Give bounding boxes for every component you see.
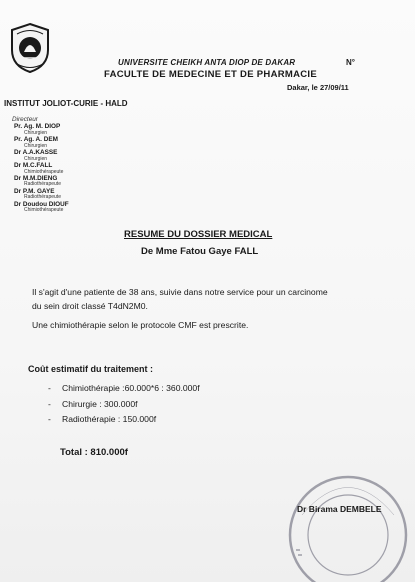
- university-logo: [8, 22, 52, 74]
- staff-role: Chimiothérapeute: [24, 168, 64, 175]
- cost-item-text: Chimiothérapie :60.000*6 : 360.000f: [62, 383, 200, 393]
- paragraph-line: du sein droit classé T4dN2M0.: [32, 301, 148, 311]
- staff-name: Pr. Ag. M. DIOP: [14, 123, 61, 131]
- staff-name: Dr M.M.DIENG: [14, 175, 58, 183]
- staff-role: Chirurgien: [24, 142, 48, 149]
- staff-role: Chirurgien: [24, 129, 48, 136]
- staff-name: Dr A.A.KASSE: [14, 149, 58, 157]
- cost-item-text: Radiothérapie : 150.000f: [62, 414, 157, 424]
- cost-item-text: Chirurgie : 300.000f: [62, 399, 138, 409]
- director-label: Directeur: [12, 116, 38, 123]
- bullet-dash: -: [48, 383, 51, 393]
- cost-item: [48, 399, 137, 409]
- cost-item: [48, 414, 156, 424]
- university-name: UNIVERSITE CHEIKH ANTA DIOP DE DAKAR: [118, 58, 296, 67]
- total-cost: Total : 810.000f: [60, 447, 128, 458]
- staff-name: Dr Doudou DIOUF: [14, 200, 69, 208]
- document-title: RESUME DU DOSSIER MEDICAL: [124, 229, 273, 240]
- hospital-stamp: [268, 455, 408, 582]
- paragraph-line: Une chimiothérapie selon le protocole CMF est prescrite.: [32, 320, 249, 330]
- staff-name: Dr P.M. GAYE: [14, 187, 55, 195]
- staff-list: [12, 117, 69, 215]
- institute-name: INSTITUT JOLIOT-CURIE - HALD: [4, 99, 128, 108]
- faculty-name: FACULTE DE MEDECINE ET DE PHARMACIE: [104, 69, 318, 80]
- signatory-name: Dr Birama DEMBELE: [297, 504, 382, 514]
- paragraph-line: Il s'agit d'une patiente de 38 ans, suivie dans notre service pour un carcinome: [32, 287, 328, 297]
- staff-role: Chimiothérapeute: [24, 207, 64, 214]
- number-label: N°: [346, 58, 355, 67]
- bullet-dash: -: [48, 399, 51, 409]
- cost-item: [48, 383, 200, 393]
- staff-role: Radiothérapeute: [24, 181, 61, 188]
- bullet-dash: -: [48, 414, 51, 424]
- patient-name: De Mme Fatou Gaye FALL: [141, 246, 259, 257]
- document-date: Dakar, le 27/09/11: [287, 83, 349, 92]
- staff-role: Chirurgien: [24, 155, 48, 162]
- staff-name: Pr. Ag. A. DEM: [14, 136, 58, 144]
- staff-role: Radiothérapeute: [24, 194, 61, 201]
- staff-name: Dr M.C.FALL: [14, 162, 53, 170]
- cost-heading: Coût estimatif du traitement :: [28, 364, 154, 374]
